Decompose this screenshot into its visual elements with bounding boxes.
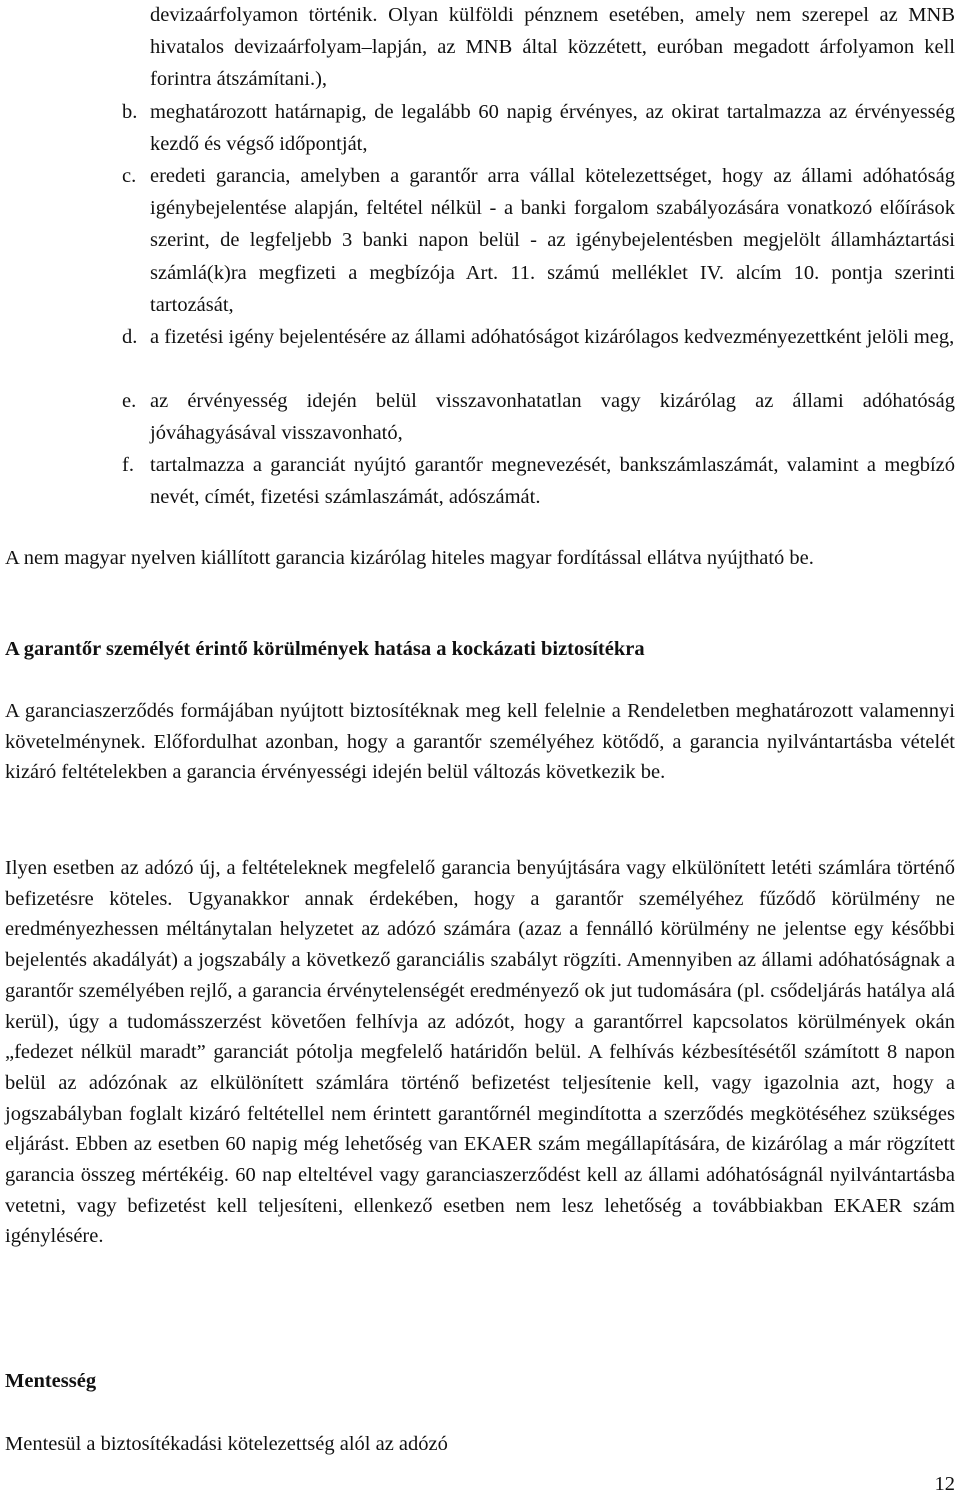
list-item-b [0, 96, 955, 160]
list-item-a-continuation [0, 0, 955, 96]
list-marker: b. [122, 101, 138, 123]
list-item-f [0, 449, 955, 513]
list-marker: e. [122, 390, 137, 412]
list-item-text: az érvényesség idején belül visszavonhatatlan vagy kizárólag az állami adóhatóság jóváhagyásával visszavonható, [150, 390, 955, 445]
list-item-d [0, 321, 955, 353]
list-item-e [0, 385, 955, 449]
guarantor-paragraph-2: Ilyen esetben az adózó új, a feltételeknek megfelelő garancia benyújtására vagy elkülönített letéti számlára történő befizetésre köteles. Ugyanakkor annak érdekében, hogy a garantőr személyéhez fűződő körülmény ne eredményezhessen méltánytalan helyzetet az adózó számára (azaz a fennálló körülmény ne jelentse egy későbbi bejelentés akadályát) a jogszabály a következő garanciális szabályt rögzíti. Amennyiben az állami adóhatóságnak a garantőr személyében rejlő, a garancia érvénytelenségét eredményező ok jut tudomására (pl. csődeljárás hatálya alá kerül), úgy a tudomásszerzést követően felhívja az adózót, hogy a garantőrrel kapcsolatos körülmények okán „fedezet nélkül maradt” garanciát pótolja megfelelő határidőn belül. A felhívás kézbesítésétől számított 8 napon belül az adózónak az elkülönített számlára történő befizetést teljesítenie kell, vagy igazolnia azt, hogy a jogszabályban foglalt kizáró feltétellel nem érintett garantőrnél megindította a szerződés megkötéséhez szükséges eljárást. Ebben az esetben 60 napig még lehetőség van EKAER szám megállapítására, de kizárólag a már rögzített garancia összeg mértékéig. 60 nap elteltével vagy garanciaszerződést kell az állami adóhatóságnál nyilvántartásba vetetni, vagy befizetést kell teljesíteni, ellenkező esetben nem lesz lehetőség a továbbiakban EKAER szám igénylésére. [5, 857, 955, 1248]
list-marker: f. [122, 454, 134, 476]
list-marker: d. [122, 326, 138, 348]
list-item-text: devizaárfolyamon történik. Olyan külföldi pénznem esetében, amely nem szerepel az MNB hivatalos devizaárfolyam–lapján, az MNB által közzétett, euróban megadott árfolyamon kell forintra átszámítani.), [150, 4, 955, 91]
guarantor-paragraph-1: A garanciaszerződés formájában nyújtott biztosítéknak meg kell felelnie a Rendeletben meghatározott valamennyi követelménynek. Előfordulhat azonban, hogy a garantőr személyéhez kötődő, a garancia nyilvántartásba vételét kizáró feltételekben a garancia érvényességi idején belül változás következik be. [5, 700, 955, 784]
section-heading-guarantor: A garantőr személyét érintő körülmények hatása a kockázati biztosítékra [5, 638, 645, 660]
exemption-paragraph: Mentesül a biztosítékadási kötelezettség alól az adózó [5, 1433, 448, 1455]
list-marker: c. [122, 165, 137, 187]
translation-paragraph: A nem magyar nyelven kiállított garancia kizárólag hiteles magyar fordítással ellátva nyújtható be. [5, 547, 814, 569]
list-item-text: tartalmazza a garanciát nyújtó garantőr megnevezését, bankszámlaszámát, valamint a megbízó nevét, címét, fizetési számlaszámát, adószámát. [150, 454, 955, 509]
list-item-c [0, 160, 955, 321]
list-item-text: eredeti garancia, amelyben a garantőr arra vállal kötelezettséget, hogy az állami adóhatóság igénybejelentése alapján, feltétel nélkül - a banki forgalom szabályozására vonatkozó előírások szerint, de legfeljebb 3 banki napon belül - az igénybejelentésben megjelölt államháztartási számlá(k)ra megfizeti a megbízója Art. 11. számú melléklet IV. alcím 10. pontja szerinti tartozását, [150, 165, 955, 316]
list-item-text: meghatározott határnapig, de legalább 60 napig érvényes, az okirat tartalmazza az érvényesség kezdő és végső időpontját, [150, 101, 955, 156]
list-item-text: a fizetési igény bejelentésére az állami adóhatóságot kizárólagos kedvezményezettként jelöli meg, [150, 326, 955, 348]
section-heading-exemption: Mentesség [5, 1370, 97, 1392]
page-number: 12 [934, 1473, 955, 1495]
